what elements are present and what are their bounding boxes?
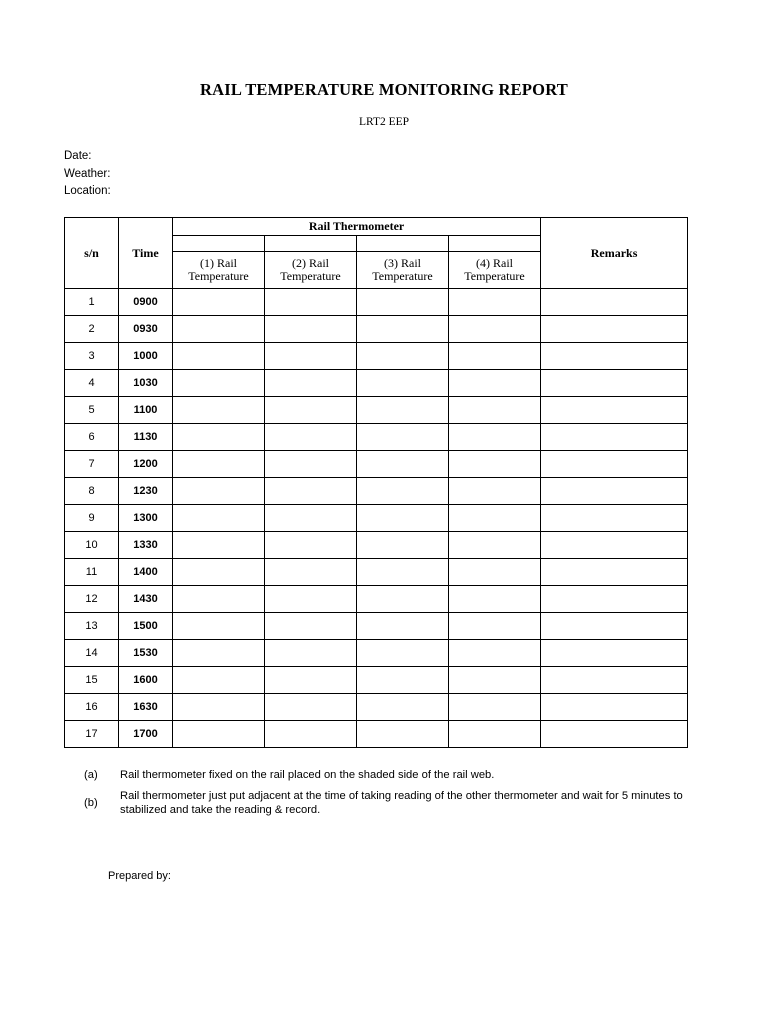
temperature-cell-3[interactable] (357, 478, 449, 505)
temperature-cell-3[interactable] (357, 505, 449, 532)
temperature-cell-4[interactable] (449, 667, 541, 694)
temperature-cell-2[interactable] (265, 451, 357, 478)
temperature-cell-1[interactable] (173, 451, 265, 478)
remarks-cell[interactable] (541, 343, 688, 370)
remarks-cell[interactable] (541, 370, 688, 397)
row-sn: 16 (65, 694, 119, 721)
row-time: 1630 (119, 694, 173, 721)
temperature-cell-1[interactable] (173, 694, 265, 721)
row-time: 1400 (119, 559, 173, 586)
temperature-cell-4[interactable] (449, 721, 541, 748)
table-row (65, 343, 688, 370)
table-row (65, 289, 688, 316)
row-time: 1300 (119, 505, 173, 532)
temperature-cell-4[interactable] (449, 613, 541, 640)
table-row (65, 451, 688, 478)
temperature-cell-3[interactable] (357, 397, 449, 424)
header-blank-cell (357, 236, 449, 252)
temperature-cell-1[interactable] (173, 289, 265, 316)
table-row (65, 370, 688, 397)
temperature-cell-2[interactable] (265, 505, 357, 532)
temperature-cell-1[interactable] (173, 478, 265, 505)
header-remarks: Remarks (541, 218, 688, 289)
remarks-cell[interactable] (541, 478, 688, 505)
table-row (65, 424, 688, 451)
remarks-cell[interactable] (541, 289, 688, 316)
temperature-cell-4[interactable] (449, 397, 541, 424)
temperature-cell-3[interactable] (357, 586, 449, 613)
row-time: 1030 (119, 370, 173, 397)
row-time: 1530 (119, 640, 173, 667)
temperature-cell-4[interactable] (449, 370, 541, 397)
temperature-cell-1[interactable] (173, 667, 265, 694)
header-thermometer-2: (2) Rail Temperature (265, 252, 357, 289)
temperature-cell-4[interactable] (449, 694, 541, 721)
row-time: 1500 (119, 613, 173, 640)
temperature-cell-2[interactable] (265, 424, 357, 451)
remarks-cell[interactable] (541, 721, 688, 748)
row-time: 1230 (119, 478, 173, 505)
report-meta (64, 148, 111, 201)
note-b (84, 789, 704, 817)
row-sn: 13 (65, 613, 119, 640)
temperature-cell-2[interactable] (265, 316, 357, 343)
temperature-cell-3[interactable] (357, 451, 449, 478)
header-thermometer-4: (4) Rail Temperature (449, 252, 541, 289)
location-field: Location: (64, 185, 111, 197)
note-label: (b) (84, 797, 98, 809)
header-blank-cell (449, 236, 541, 252)
temperature-cell-4[interactable] (449, 289, 541, 316)
notes (84, 768, 704, 824)
row-sn: 7 (65, 451, 119, 478)
row-sn: 14 (65, 640, 119, 667)
remarks-cell[interactable] (541, 694, 688, 721)
temperature-cell-1[interactable] (173, 370, 265, 397)
row-time: 0930 (119, 316, 173, 343)
temperature-cell-4[interactable] (449, 451, 541, 478)
remarks-cell[interactable] (541, 613, 688, 640)
table-row (65, 586, 688, 613)
table-row (65, 694, 688, 721)
temperature-cell-2[interactable] (265, 559, 357, 586)
temperature-cell-2[interactable] (265, 586, 357, 613)
temperature-cell-1[interactable] (173, 532, 265, 559)
temperature-cell-1[interactable] (173, 505, 265, 532)
note-text: Rail thermometer fixed on the rail placed on the shaded side of the rail web. (120, 769, 495, 781)
remarks-cell[interactable] (541, 532, 688, 559)
row-sn: 10 (65, 532, 119, 559)
temperature-cell-3[interactable] (357, 289, 449, 316)
row-time: 1130 (119, 424, 173, 451)
note-text: Rail thermometer just put adjacent at the time of taking reading of the other thermometer and wait for 5 minutes to stabilized and take the reading & record. (120, 790, 683, 816)
temperature-cell-3[interactable] (357, 613, 449, 640)
temperature-cell-3[interactable] (357, 532, 449, 559)
temperature-cell-3[interactable] (357, 343, 449, 370)
note-label: (a) (84, 769, 98, 781)
row-sn: 5 (65, 397, 119, 424)
temperature-cell-4[interactable] (449, 505, 541, 532)
temperature-cell-3[interactable] (357, 667, 449, 694)
row-sn: 1 (65, 289, 119, 316)
note-a (84, 768, 704, 782)
temperature-cell-2[interactable] (265, 370, 357, 397)
header-thermometer-3: (3) Rail Temperature (357, 252, 449, 289)
temperature-cell-4[interactable] (449, 343, 541, 370)
remarks-cell[interactable] (541, 559, 688, 586)
table-row (65, 559, 688, 586)
remarks-cell[interactable] (541, 316, 688, 343)
header-sn: s/n (65, 218, 119, 289)
date-field: Date: (64, 150, 92, 162)
row-time: 1200 (119, 451, 173, 478)
temperature-cell-4[interactable] (449, 478, 541, 505)
header-rail-thermometer: Rail Thermometer (173, 218, 541, 236)
table-row (65, 721, 688, 748)
row-time: 1100 (119, 397, 173, 424)
table-row (65, 505, 688, 532)
row-time: 1430 (119, 586, 173, 613)
temperature-cell-3[interactable] (357, 316, 449, 343)
table-row (65, 478, 688, 505)
temperature-cell-2[interactable] (265, 721, 357, 748)
temperature-cell-4[interactable] (449, 532, 541, 559)
table-row (65, 316, 688, 343)
row-sn: 12 (65, 586, 119, 613)
header-blank-cell (265, 236, 357, 252)
remarks-cell[interactable] (541, 586, 688, 613)
temperature-cell-1[interactable] (173, 721, 265, 748)
monitoring-table (64, 217, 688, 748)
row-sn: 3 (65, 343, 119, 370)
temperature-cell-2[interactable] (265, 613, 357, 640)
row-time: 1700 (119, 721, 173, 748)
row-sn: 4 (65, 370, 119, 397)
table-row (65, 640, 688, 667)
temperature-cell-3[interactable] (357, 559, 449, 586)
temperature-cell-1[interactable] (173, 316, 265, 343)
header-time: Time (119, 218, 173, 289)
header-blank-cell (173, 236, 265, 252)
row-sn: 9 (65, 505, 119, 532)
temperature-cell-1[interactable] (173, 559, 265, 586)
remarks-cell[interactable] (541, 451, 688, 478)
report-title: RAIL TEMPERATURE MONITORING REPORT (200, 80, 568, 99)
temperature-cell-2[interactable] (265, 289, 357, 316)
row-time: 0900 (119, 289, 173, 316)
temperature-cell-4[interactable] (449, 316, 541, 343)
table-row (65, 532, 688, 559)
temperature-cell-4[interactable] (449, 424, 541, 451)
row-time: 1330 (119, 532, 173, 559)
temperature-cell-2[interactable] (265, 640, 357, 667)
temperature-cell-3[interactable] (357, 721, 449, 748)
row-sn: 8 (65, 478, 119, 505)
temperature-cell-1[interactable] (173, 343, 265, 370)
row-time: 1000 (119, 343, 173, 370)
row-time: 1600 (119, 667, 173, 694)
temperature-cell-3[interactable] (357, 424, 449, 451)
prepared-by-label: Prepared by: (108, 870, 171, 882)
remarks-cell[interactable] (541, 640, 688, 667)
remarks-cell[interactable] (541, 424, 688, 451)
temperature-cell-3[interactable] (357, 694, 449, 721)
temperature-cell-3[interactable] (357, 640, 449, 667)
table-row (65, 667, 688, 694)
weather-field: Weather: (64, 167, 111, 180)
temperature-cell-2[interactable] (265, 667, 357, 694)
row-sn: 2 (65, 316, 119, 343)
remarks-cell[interactable] (541, 667, 688, 694)
temperature-cell-4[interactable] (449, 559, 541, 586)
temperature-cell-1[interactable] (173, 397, 265, 424)
temperature-cell-1[interactable] (173, 586, 265, 613)
temperature-cell-3[interactable] (357, 370, 449, 397)
remarks-cell[interactable] (541, 505, 688, 532)
temperature-cell-1[interactable] (173, 613, 265, 640)
report-subtitle: LRT2 EEP (358, 116, 410, 128)
remarks-cell[interactable] (541, 397, 688, 424)
temperature-cell-2[interactable] (265, 532, 357, 559)
temperature-cell-2[interactable] (265, 694, 357, 721)
temperature-cell-4[interactable] (449, 586, 541, 613)
temperature-cell-4[interactable] (449, 640, 541, 667)
header-thermometer-1: (1) Rail Temperature (173, 252, 265, 289)
row-sn: 11 (65, 559, 119, 586)
temperature-cell-2[interactable] (265, 397, 357, 424)
temperature-cell-1[interactable] (173, 640, 265, 667)
table-row (65, 613, 688, 640)
temperature-cell-1[interactable] (173, 424, 265, 451)
row-sn: 6 (65, 424, 119, 451)
row-sn: 17 (65, 721, 119, 748)
table-row (65, 397, 688, 424)
row-sn: 15 (65, 667, 119, 694)
temperature-cell-2[interactable] (265, 343, 357, 370)
temperature-cell-2[interactable] (265, 478, 357, 505)
